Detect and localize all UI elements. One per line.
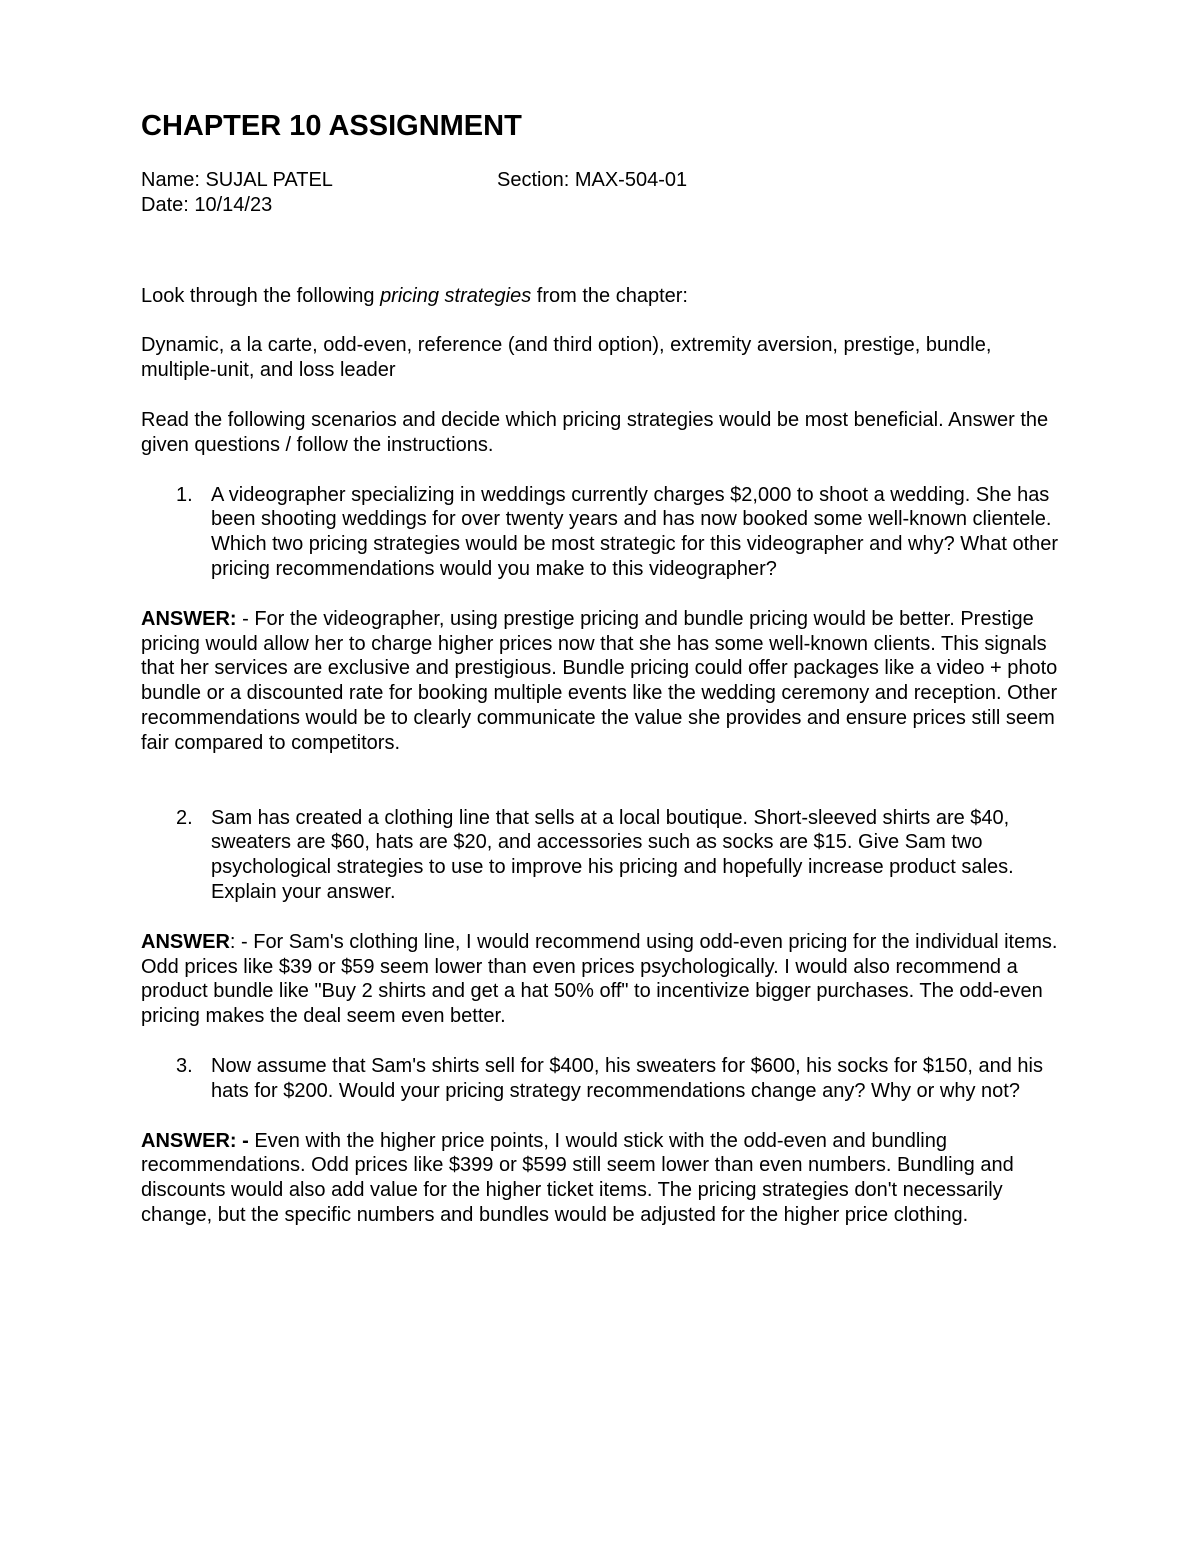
instructions-paragraph: Read the following scenarios and decide which pricing strategies would be most beneficial. Answer the given questions / follow the instructions. <box>141 408 1049 456</box>
question-3 <box>141 1054 1066 1104</box>
question-text: Now assume that Sam's shirts sell for $400, his sweaters for $600, his socks for $150, and his hats for $200. Would your pricing strategy recommendations change any? Why or why not? <box>211 1054 1043 1102</box>
question-2 <box>141 806 1066 905</box>
question-text: A videographer specializing in weddings currently charges $2,000 to shoot a wedding. She has been shooting weddings for over twenty years and has now booked some well-known clientele. Which two pricing strategies would be most strategic for this videographer and why? What other pricing recommendations would you make to this videographer? <box>211 483 1059 580</box>
answer-text: Even with the higher price points, I would stick with the odd-even and bundling recommendations. Odd prices like $399 or $599 still seem lower than even numbers. Bundling and discounts would also add value for the higher ticket items. The pricing strategies don't necessarily change, but the specific numbers and bundles would be adjusted for the higher price clothing. <box>141 1129 1014 1226</box>
date-row <box>141 193 1066 218</box>
meta-row <box>141 168 1066 193</box>
page-title: CHAPTER 10 ASSIGNMENT <box>141 110 522 142</box>
question-number: 3. <box>176 1054 193 1077</box>
strategies-list-paragraph: Dynamic, a la carte, odd-even, reference (and third option), extremity aversion, prestige, bundle, multiple-unit, and loss leader <box>141 334 992 382</box>
answer-label: ANSWER: - <box>141 1129 249 1152</box>
student-name: Name: SUJAL PATEL <box>141 169 333 191</box>
answer-text: - For the videographer, using prestige pricing and bundle pricing would be better. Prestige pricing would allow her to charge higher prices now that she has some well-known clients. This signals that her services are exclusive and prestigious. Bundle pricing could offer packages like a video + photo bundle or a discounted rate for booking multiple events like the wedding ceremony and reception. Other recommendations would be to clearly communicate the value she provides and ensure prices still seem fair compared to competitors. <box>141 607 1058 754</box>
answer-3 <box>141 1129 1066 1228</box>
section-label: Section: MAX-504-01 <box>497 169 688 191</box>
answer-label: ANSWER: <box>141 607 237 630</box>
date-label: Date: 10/14/23 <box>141 193 273 216</box>
pricing-strategies-emphasis: pricing strategies <box>380 284 532 307</box>
question-text: Sam has created a clothing line that sells at a local boutique. Short-sleeved shirts are $40, sweaters are $60, hats are $20, and accessories such as socks are $15. Give Sam two psychological strategies to use to improve his pricing and hopefully increase product sales. Explain your answer. <box>211 806 1014 903</box>
answer-2 <box>141 930 1066 1029</box>
question-number: 1. <box>176 483 193 506</box>
answer-label: ANSWER <box>141 930 230 953</box>
document-page <box>141 108 1066 1253</box>
question-number: 2. <box>176 806 193 829</box>
question-1 <box>141 483 1066 582</box>
answer-1 <box>141 607 1066 756</box>
intro-paragraph: Look through the following pricing strategies from the chapter: <box>141 284 688 307</box>
answer-text: : - For Sam's clothing line, I would recommend using odd-even pricing for the individual items. Odd prices like $39 or $59 seem lower than even prices psychologically. I would also recommend a product bundle like "Buy 2 shirts and get a hat 50% off" to incentivize bigger purchases. The odd-even pricing makes the deal seem even better. <box>141 930 1058 1028</box>
